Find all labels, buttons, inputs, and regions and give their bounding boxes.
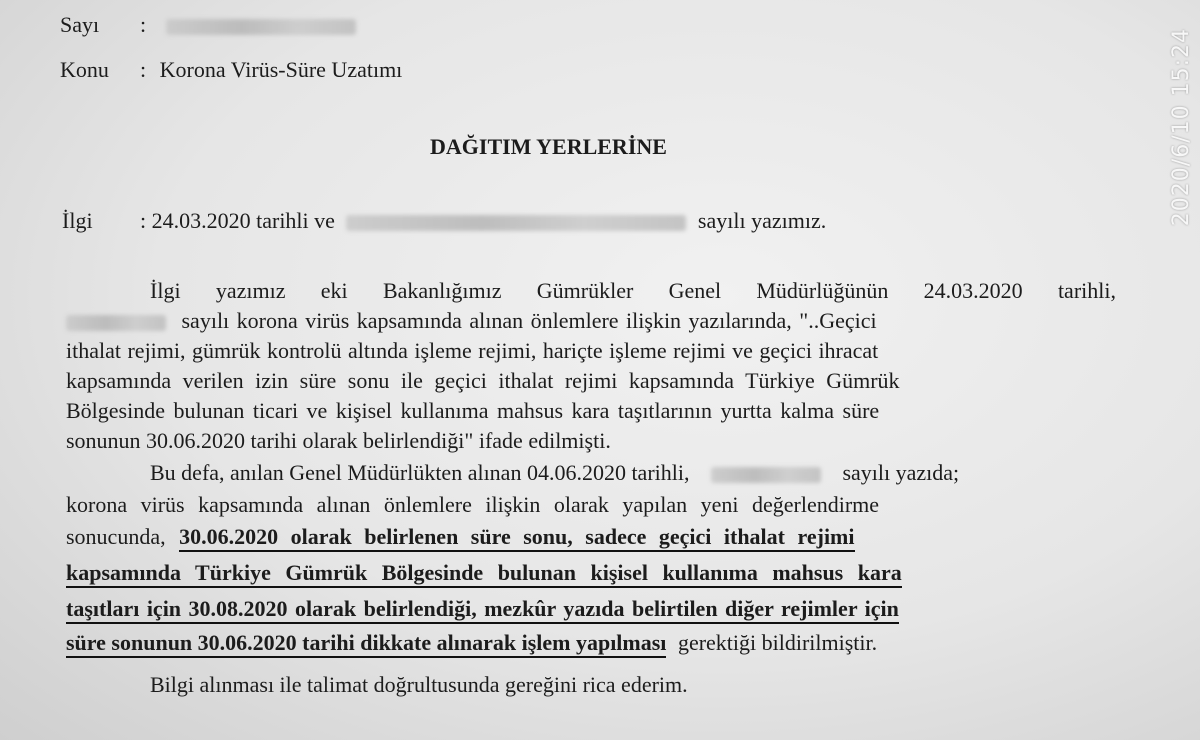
redacted-p1-number [66,315,166,331]
p2-line-5 [66,596,899,622]
closing-line: Bilgi alınması ile talimat doğrultusunda gereğini rica ederim. [150,672,688,697]
p1-line-6: sonunun 30.06.2020 tarihi olarak belirlendiği" ifade edilmişti. [66,428,611,453]
photo-timestamp [1166,28,1196,308]
p1-line-1 [150,278,1116,304]
redacted-sayi-number [166,19,356,35]
p2-line-3-prefix: sonucunda, [66,524,166,549]
p1-line-2-text: sayılı korona virüs kapsamında alınan önlemlere ilişkin yazılarında, "..Geçici [181,308,877,333]
p2-highlight-3: taşıtları için 30.08.2020 olarak belirlendiği, mezkûr yazıda belirtilen diğer rejimler için [66,596,899,624]
ilgi-suffix: sayılı yazımız. [697,208,827,233]
p1-line-4: kapsamında verilen izin süre sonu ile geçici ithalat rejimi kapsamında Türkiye Gümrük [66,368,900,393]
sayi-label: Sayı [60,12,100,37]
sayi-separator [140,12,356,38]
konu-colon: : [140,57,147,82]
ilgi-row [140,208,826,234]
konu-row [60,57,109,83]
p1-line-3: ithalat rejimi, gümrük kontrolü altında işleme rejimi, hariçte işleme rejimi ve geçici ihracat [66,338,879,363]
p2-line-1 [150,460,959,486]
sayi-row [60,12,99,38]
redacted-p2-number [711,467,821,483]
p1-word: Gümrükler [536,278,634,303]
p1-word: İlgi [150,278,181,303]
konu-label: Konu [60,57,109,82]
p1-word: Genel [668,278,722,303]
p1-line-2 [66,308,877,334]
p1-word: Bakanlığımız [382,278,502,303]
p1-word: Müdürlüğünün [756,278,889,303]
p2-line-1-prefix: Bu defa, anılan Genel Müdürlükten alınan 04.06.2020 tarihli, [150,460,690,485]
p1-word: tarihli, [1057,278,1116,303]
p2-line-6-suffix: gerektiği bildirilmiştir. [677,630,878,655]
p2-line-4 [66,560,902,586]
p2-highlight-2: kapsamında Türkiye Gümrük Bölgesinde bulunan kişisel kullanıma mahsus kara [66,560,902,588]
document-title: DAĞITIM YERLERİNE [430,134,667,159]
p2-line-3 [66,524,855,550]
konu-value-row [140,57,402,83]
ilgi-label: İlgi [62,208,93,233]
ilgi-prefix: : 24.03.2020 tarihli ve [140,208,335,233]
sayi-colon: : [140,12,147,37]
p1-line-5: Bölgesinde bulunan ticari ve kişisel kullanıma mahsus kara taşıtlarının yurtta kalma süre [66,398,880,423]
p2-highlight-1: 30.06.2020 olarak belirlenen süre sonu, sadece geçici ithalat rejimi [179,524,854,552]
redacted-ilgi-number [346,215,686,231]
p1-word: eki [320,278,348,303]
p2-line-1-suffix: sayılı yazıda; [842,460,960,485]
p1-word: yazımız [215,278,286,303]
p1-word: 24.03.2020 [923,278,1023,303]
p2-line-2: korona virüs kapsamında alınan önlemlere ilişkin olarak yapılan yeni değerlendirme [66,492,880,517]
timestamp-text: 2020/6/10 15:24 [1168,28,1194,227]
p2-highlight-4: süre sonunun 30.06.2020 tarihi dikkate alınarak işlem yapılması [66,630,666,658]
p2-line-6 [66,630,877,656]
konu-value: Korona Virüs-Süre Uzatımı [159,57,403,82]
